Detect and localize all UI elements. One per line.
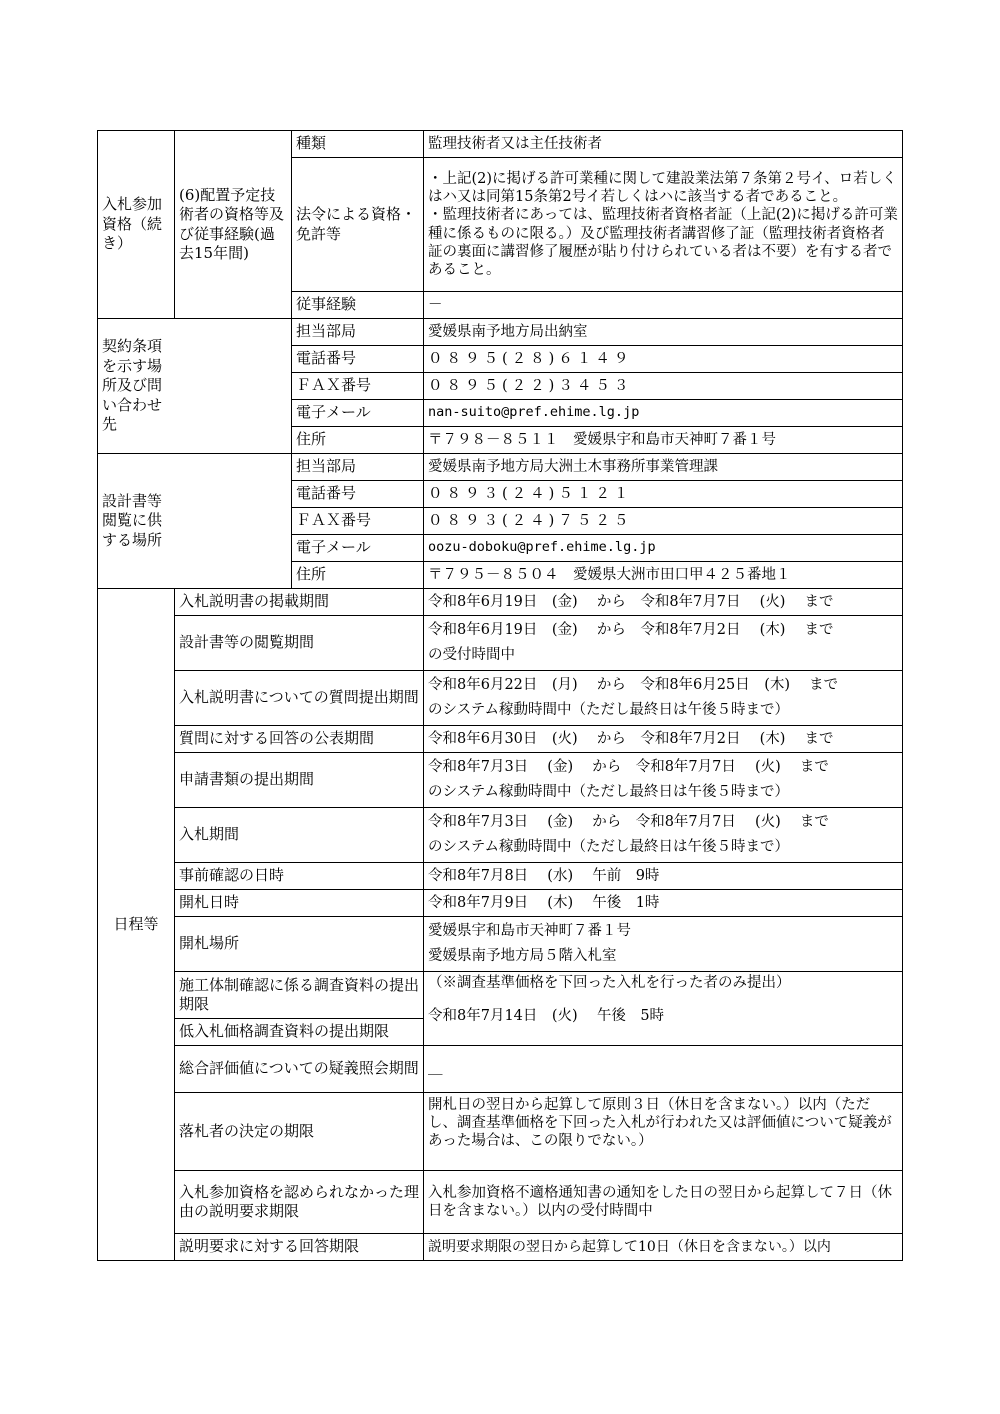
value-award-deadline: 開札日の翌日から起算して原則３日（休日を含まない。）以内（ただし、調査基準価格を下回った入札が行われた又は評価値について疑義があった場合は、この限りでない。） bbox=[424, 1093, 903, 1171]
value-contact-address: 〒７９８－８５１１ 愛媛県宇和島市天神町７番１号 bbox=[424, 427, 903, 454]
label-answer-period: 質問に対する回答の公表期間 bbox=[175, 726, 424, 753]
value-opening-place bbox=[424, 917, 903, 972]
value-application-period bbox=[424, 753, 903, 808]
value-contact-email: nan-suito@pref.ehime.lg.jp bbox=[424, 400, 903, 427]
label-contact-tel: 電話番号 bbox=[292, 346, 424, 373]
value-design-dept: 愛媛県南予地方局大洲土木事務所事業管理課 bbox=[424, 454, 903, 481]
label-contact-email: 電子メール bbox=[292, 400, 424, 427]
label-construction-survey-deadline: 施工体制確認に係る調査資料の提出期限 bbox=[175, 972, 424, 1019]
value-answer-period: 令和8年6月30日 (火) から 令和8年7月2日 (木) まで bbox=[424, 726, 903, 753]
value-application-period-line1: 令和8年7月3日 (金) から 令和8年7月7日 (火) まで bbox=[428, 759, 829, 776]
label-design-address: 住所 bbox=[292, 562, 424, 589]
label-contact-fax: ＦＡＸ番号 bbox=[292, 373, 424, 400]
value-bidding-period-line2: のシステム稼動時間中（ただし最終日は午後５時まで） bbox=[428, 839, 790, 855]
value-bidding-period bbox=[424, 808, 903, 863]
value-opening-datetime: 令和8年7月9日 (木) 午後 1時 bbox=[424, 890, 903, 917]
value-bidding-period-line1: 令和8年7月3日 (金) から 令和8年7月7日 (火) まで bbox=[428, 814, 829, 831]
value-viewing-period-line2: の受付時間中 bbox=[428, 647, 515, 663]
value-precheck-datetime: 令和8年7月8日 (水) 午前 9時 bbox=[424, 863, 903, 890]
section-schedule: 日程等 bbox=[98, 589, 175, 1261]
value-survey-note: （※調査基準価格を下回った入札を行った者のみ提出） bbox=[428, 975, 791, 991]
label-application-period: 申請書類の提出期間 bbox=[175, 753, 424, 808]
label-opening-place: 開札場所 bbox=[175, 917, 424, 972]
label-contact-dept: 担当部局 bbox=[292, 319, 424, 346]
section-contract-contact: 契約条項を示す場所及び問い合わせ先 bbox=[98, 319, 292, 454]
section-design-viewing: 設計書等閲覧に供する場所 bbox=[98, 454, 292, 589]
value-survey-deadline bbox=[424, 972, 903, 1046]
value-design-tel: ０８９３(２４)５１２１ bbox=[424, 481, 903, 508]
label-response-deadline: 説明要求に対する回答期限 bbox=[175, 1234, 424, 1261]
subsection-technician: (6)配置予定技術者の資格等及び従事経験(過去15年間) bbox=[175, 131, 292, 319]
label-posting-period: 入札説明書の掲載期間 bbox=[175, 589, 424, 616]
value-license: ・上記(2)に掲げる許可業種に関して建設業法第７条第２号イ、ロ若しくはハ又は同第15条第2号イ若しくはハに該当する者であること。 ・監理技術者にあっては、監理技術者資格者証（上記(2)に掲げる許可業種に係るものに限る。）及び監理技術者講習修了証（監理技術者資格者証の裏面に講習修了履歴が貼り付けられている者は不要）を有する者であること。 bbox=[424, 158, 903, 292]
value-experience: － bbox=[424, 292, 903, 319]
label-design-dept: 担当部局 bbox=[292, 454, 424, 481]
label-evaluation-inquiry-period: 総合評価値についての疑義照会期間 bbox=[175, 1046, 424, 1093]
label-experience: 従事経験 bbox=[292, 292, 424, 319]
value-posting-period: 令和8年6月19日 (金) から 令和8年7月7日 (火) まで bbox=[424, 589, 903, 616]
value-design-address: 〒７９５－８５０４ 愛媛県大洲市田口甲４２５番地１ bbox=[424, 562, 903, 589]
value-opening-place-line2: 愛媛県南予地方局５階入札室 bbox=[428, 948, 617, 964]
value-evaluation-inquiry-period: ＿ bbox=[424, 1046, 903, 1093]
value-contact-fax: ０８９５(２２)３４５３ bbox=[424, 373, 903, 400]
section-qualification: 入札参加資格（続き） bbox=[98, 131, 175, 319]
value-design-email: oozu-doboku@pref.ehime.lg.jp bbox=[424, 535, 903, 562]
document-table bbox=[97, 130, 903, 1261]
label-opening-datetime: 開札日時 bbox=[175, 890, 424, 917]
value-explanation-request-deadline: 入札参加資格不適格通知書の通知をした日の翌日から起算して７日（休日を含まない。）以内の受付時間中 bbox=[424, 1171, 903, 1234]
value-type: 監理技術者又は主任技術者 bbox=[424, 131, 903, 158]
value-question-period-line1: 令和8年6月22日 (月) から 令和8年6月25日 (木) まで bbox=[428, 677, 839, 694]
value-contact-dept: 愛媛県南予地方局出納室 bbox=[424, 319, 903, 346]
value-contact-tel: ０８９５(２８)６１４９ bbox=[424, 346, 903, 373]
label-low-bid-survey-deadline: 低入札価格調査資料の提出期限 bbox=[175, 1019, 424, 1046]
label-award-deadline: 落札者の決定の期限 bbox=[175, 1093, 424, 1171]
label-design-fax: ＦＡＸ番号 bbox=[292, 508, 424, 535]
value-response-deadline: 説明要求期限の翌日から起算して10日（休日を含まない。）以内 bbox=[424, 1234, 903, 1261]
value-application-period-line2: のシステム稼動時間中（ただし最終日は午後５時まで） bbox=[428, 784, 790, 800]
value-opening-place-line1: 愛媛県宇和島市天神町７番１号 bbox=[428, 923, 631, 940]
label-type: 種類 bbox=[292, 131, 424, 158]
value-question-period-line2: のシステム稼動時間中（ただし最終日は午後５時まで） bbox=[428, 702, 790, 718]
label-precheck-datetime: 事前確認の日時 bbox=[175, 863, 424, 890]
label-question-period: 入札説明書についての質問提出期間 bbox=[175, 671, 424, 726]
label-contact-address: 住所 bbox=[292, 427, 424, 454]
label-explanation-request-deadline: 入札参加資格を認められなかった理由の説明要求期限 bbox=[175, 1171, 424, 1234]
label-bidding-period: 入札期間 bbox=[175, 808, 424, 863]
value-survey-datetime: 令和8年7月14日 (火) 午後 5時 bbox=[428, 1007, 665, 1024]
value-viewing-period bbox=[424, 616, 903, 671]
value-design-fax: ０８９３(２４)７５２５ bbox=[424, 508, 903, 535]
label-design-email: 電子メール bbox=[292, 535, 424, 562]
value-viewing-period-line1: 令和8年6月19日 (金) から 令和8年7月2日 (木) まで bbox=[428, 622, 834, 639]
value-question-period bbox=[424, 671, 903, 726]
label-design-tel: 電話番号 bbox=[292, 481, 424, 508]
label-license: 法令による資格・免許等 bbox=[292, 158, 424, 292]
label-viewing-period: 設計書等の閲覧期間 bbox=[175, 616, 424, 671]
